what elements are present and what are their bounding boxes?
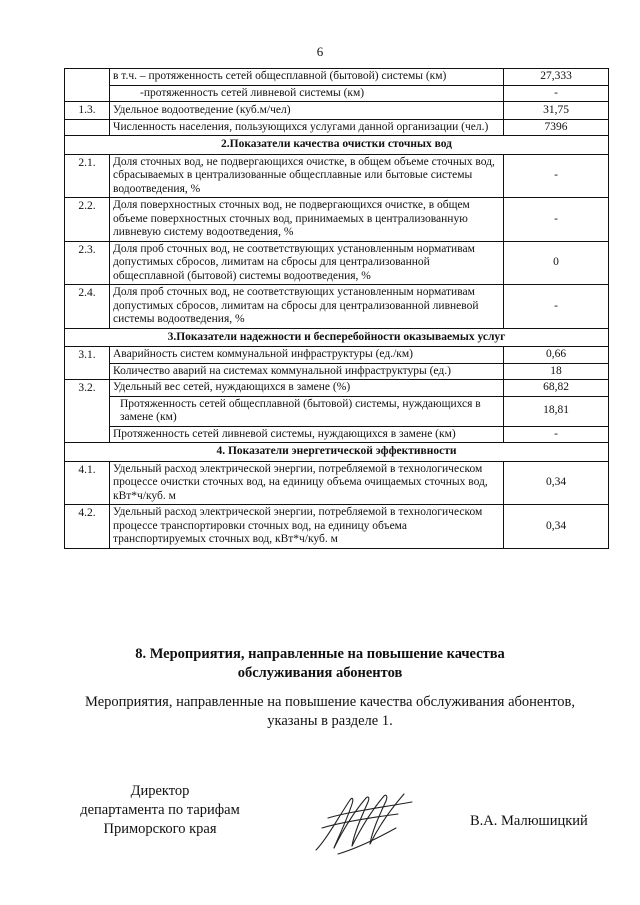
row-number: 1.3.: [65, 102, 110, 120]
indicator-name: в т.ч. – протяженность сетей общесплавной (бытовой) системы (км): [110, 69, 504, 86]
table-row: [65, 380, 609, 397]
table-section-row: [65, 136, 609, 155]
indicator-name: Удельное водоотведение (куб.м/чел): [110, 102, 504, 120]
section-heading: 3.Показатели надежности и бесперебойности оказываемых услуг: [65, 328, 609, 347]
indicators-table-body: [65, 69, 609, 549]
table-row: [65, 119, 609, 136]
indicator-name: Протяженность сетей общесплавной (бытовой) системы, нуждающихся в замене (км): [110, 396, 504, 426]
section-8-heading: [0, 645, 640, 683]
table-row: [65, 154, 609, 198]
indicator-name: Протяженность сетей ливневой системы, нуждающихся в замене (км): [110, 426, 504, 443]
row-number: 2.2.: [65, 198, 110, 242]
section-8-heading-line1: 8. Мероприятия, направленные на повышение качества: [135, 646, 505, 662]
section-heading: 2.Показатели качества очистки сточных вод: [65, 136, 609, 155]
section-heading: 4. Показатели энергетической эффективности: [65, 443, 609, 462]
section-8-paragraph: Мероприятия, направленные на повышение качества обслуживания абонентов, указаны в разделе 1.: [85, 694, 575, 729]
indicator-name: Аварийность систем коммунальной инфраструктуры (ед./км): [110, 347, 504, 364]
row-number: 3.2.: [65, 380, 110, 443]
indicators-table: [64, 68, 609, 549]
table-row: [65, 396, 609, 426]
indicator-value: 7396: [504, 119, 609, 136]
indicator-name: Удельный вес сетей, нуждающихся в замене (%): [110, 380, 504, 397]
indicator-value: 0: [504, 241, 609, 285]
table-row: [65, 198, 609, 242]
indicator-name: Количество аварий на системах коммунальной инфраструктуры (ед.): [110, 363, 504, 380]
table-section-row: [65, 328, 609, 347]
section-8-heading-line2: обслуживания абонентов: [237, 665, 403, 681]
indicator-value: -: [504, 85, 609, 102]
indicator-value: 18: [504, 363, 609, 380]
indicator-value: -: [504, 154, 609, 198]
table-row: [65, 347, 609, 364]
indicator-name: Удельный расход электрической энергии, потребляемой в технологическом процессе транспортировки сточных вод, на единицу объема транспортируемых сточных вод, кВт*ч/куб. м: [110, 505, 504, 549]
indicator-value: 68,82: [504, 380, 609, 397]
table-row: [65, 426, 609, 443]
indicator-name: Доля проб сточных вод, не соответствующих установленным нормативам допустимых сбросов, лимитам на сбросы для централизованной общесплавной (бытовой) системы водоотведения, %: [110, 241, 504, 285]
indicator-name: Доля поверхностных сточных вод, не подвергающихся очистке, в общем объеме поверхностных сточных вод, принимаемых в централизованную ливневую систему водоотведения, %: [110, 198, 504, 242]
table-row: [65, 69, 609, 86]
indicator-value: -: [504, 426, 609, 443]
handwritten-signature: [308, 788, 418, 858]
row-number: 2.3.: [65, 241, 110, 285]
page-number: 6: [316, 44, 324, 59]
indicator-value: 18,81: [504, 396, 609, 426]
indicator-name: Доля проб сточных вод, не соответствующих установленным нормативам допустимых сбросов, лимитам на сбросы для централизованной ливневой системы водоотведения, %: [110, 285, 504, 329]
table-row: [65, 241, 609, 285]
row-number: [65, 69, 110, 102]
signatory-title-line1: Директор: [130, 783, 190, 799]
row-number: [65, 119, 110, 136]
row-number: 2.1.: [65, 154, 110, 198]
table-section-row: [65, 443, 609, 462]
indicator-value: -: [504, 285, 609, 329]
table-row: [65, 102, 609, 120]
table-row: [65, 461, 609, 505]
signatory-title-line3: Приморского края: [103, 821, 217, 837]
table-row: [65, 363, 609, 380]
signatory-name: В.А. Малюшицкий: [470, 813, 588, 829]
indicator-value: 0,34: [504, 505, 609, 549]
row-number: 4.1.: [65, 461, 110, 505]
indicator-value: 0,66: [504, 347, 609, 364]
table-row: [65, 505, 609, 549]
signatory-title: [60, 782, 260, 839]
indicator-value: 27,333: [504, 69, 609, 86]
indicator-value: -: [504, 198, 609, 242]
row-number: 3.1.: [65, 347, 110, 380]
indicator-name: Доля сточных вод, не подвергающихся очистке, в общем объеме сточных вод, сбрасываемых в централизованные общесплавные или бытовые системы водоотведения, %: [110, 154, 504, 198]
indicator-name: Удельный расход электрической энергии, потребляемой в технологическом процессе очистки сточных вод, на единицу объема очищаемых сточных вод, кВт*ч/куб. м: [110, 461, 504, 505]
row-number: 2.4.: [65, 285, 110, 329]
table-row: [65, 85, 609, 102]
indicator-name: -протяженность сетей ливневой системы (км): [110, 85, 504, 102]
indicator-value: 0,34: [504, 461, 609, 505]
table-row: [65, 285, 609, 329]
signatory-title-line2: департамента по тарифам: [80, 802, 240, 818]
indicator-value: 31,75: [504, 102, 609, 120]
row-number: 4.2.: [65, 505, 110, 549]
indicator-name: Численность населения, пользующихся услугами данной организации (чел.): [110, 119, 504, 136]
